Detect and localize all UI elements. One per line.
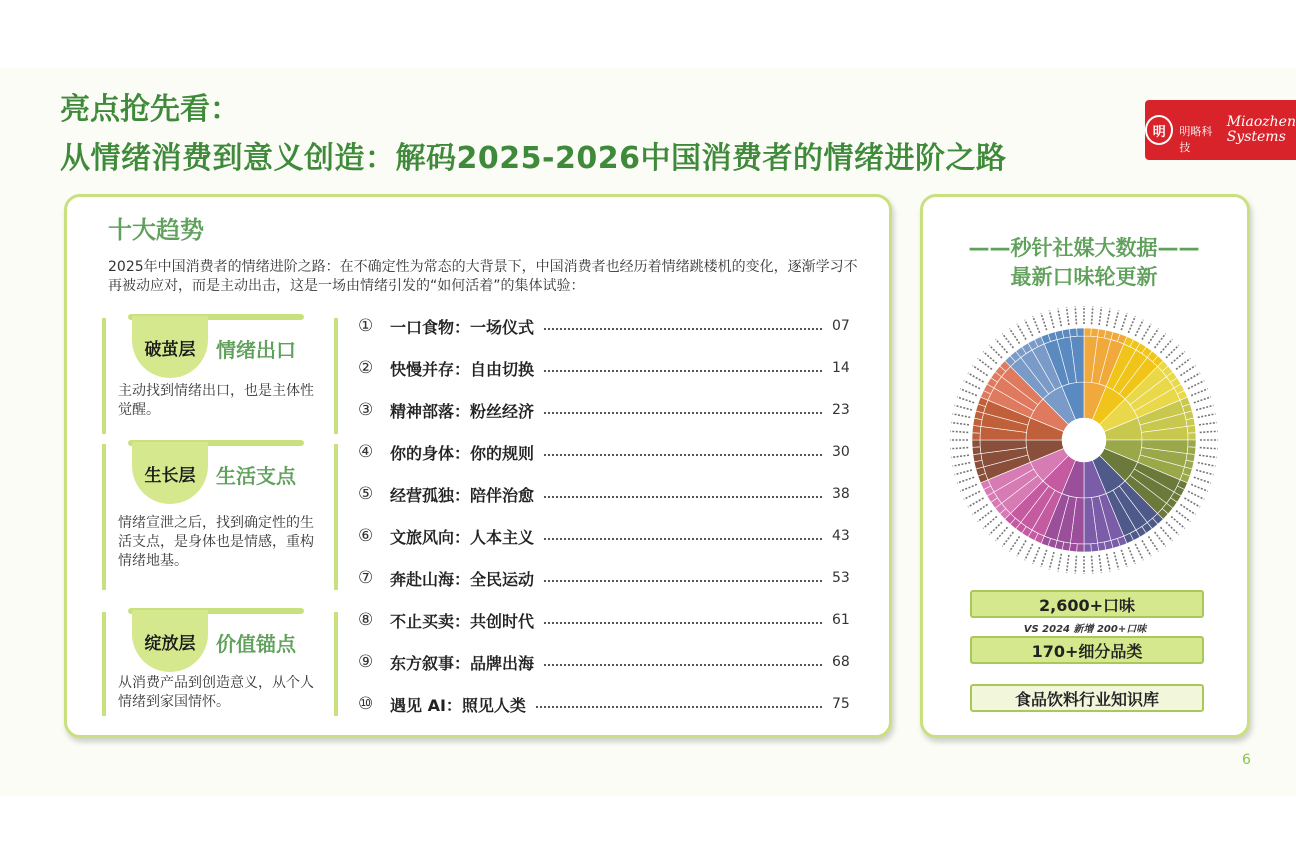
stat-flavors: 2,600+口味 bbox=[970, 590, 1204, 618]
logo-en-line2: Systems bbox=[1226, 129, 1286, 145]
trend-page: 75 bbox=[832, 696, 850, 712]
trend-label: 一口食物：一场仪式 bbox=[390, 317, 535, 337]
trends-intro: 2025年中国消费者的情绪进阶之路：在不确定性为常态的大背景下，中国消费者也经历着情绪跳楼机的变化，逐渐学习不再被动应对，而是主动出击，这是一场由情绪引发的“如何活着”的集体试验： bbox=[108, 259, 858, 294]
wheel-label-mark bbox=[968, 498, 984, 507]
dot-leader bbox=[544, 664, 822, 666]
wheel-label-mark bbox=[955, 470, 972, 475]
wheel-label-mark bbox=[989, 345, 1002, 358]
wheel-label-mark bbox=[957, 477, 974, 483]
dot-leader bbox=[544, 454, 822, 456]
trend-number: ⑤ bbox=[358, 484, 374, 504]
wheel-outer-segment bbox=[1091, 543, 1099, 552]
wheel-label-mark bbox=[1194, 477, 1211, 483]
layer-desc-1: 主动找到情绪出口，也是主体性觉醒。 bbox=[118, 383, 314, 418]
wheel-outer-segment bbox=[1062, 329, 1070, 338]
trend-item-9[interactable] bbox=[358, 650, 858, 674]
wheel-label-mark bbox=[960, 484, 977, 491]
flavor-wheel-chart bbox=[944, 300, 1224, 580]
wheel-label-mark bbox=[1099, 307, 1101, 325]
stat-knowledge-base: 食品饮料行业知识库 bbox=[970, 684, 1204, 712]
dot-leader bbox=[544, 538, 822, 540]
layer-name-2: 生活支点 bbox=[216, 464, 296, 488]
trend-item-5[interactable] bbox=[358, 482, 858, 506]
wheel-label-mark bbox=[1196, 470, 1213, 475]
logo-mark-icon: 明 bbox=[1145, 115, 1173, 145]
wheel-outer-segment bbox=[1098, 542, 1106, 551]
wheel-label-mark bbox=[1010, 536, 1020, 551]
wheel-outer-segment bbox=[1188, 433, 1196, 440]
trend-page: 07 bbox=[832, 318, 850, 334]
wheel-label-mark bbox=[968, 373, 984, 382]
trend-item-4[interactable] bbox=[358, 440, 858, 464]
wheel-label-mark bbox=[1184, 373, 1200, 382]
wheel-label-mark bbox=[1067, 555, 1069, 573]
wheel-label-mark bbox=[1171, 516, 1185, 528]
wheel-label-mark bbox=[1160, 527, 1172, 541]
wheel-label-mark bbox=[1135, 544, 1143, 560]
trend-item-6[interactable] bbox=[358, 524, 858, 548]
trend-page: 14 bbox=[832, 360, 850, 376]
trend-number: ⑧ bbox=[358, 610, 374, 630]
wheel-label-mark bbox=[1171, 352, 1185, 364]
wheel-label-mark bbox=[1128, 316, 1135, 333]
trend-label: 东方叙事：品牌出海 bbox=[390, 653, 535, 673]
dot-leader bbox=[544, 370, 822, 372]
wheel-label-mark bbox=[1092, 306, 1093, 324]
trend-item-7[interactable] bbox=[358, 566, 858, 590]
wheel-label-mark bbox=[1025, 544, 1033, 560]
wheel-outer-segment bbox=[1187, 425, 1196, 433]
wheel-label-mark bbox=[996, 527, 1008, 541]
layer-desc-2: 情绪宣泄之后，找到确定性的生活支点，是身体也是情感，重构情绪地基。 bbox=[118, 515, 314, 569]
wheel-label-mark bbox=[1160, 339, 1172, 353]
trend-label: 你的身体：你的规则 bbox=[390, 443, 535, 463]
trend-page: 23 bbox=[832, 402, 850, 418]
wheel-label-mark bbox=[1166, 522, 1179, 535]
layer-desc-3: 从消费产品到创造意义，从个人情绪到家国情怀。 bbox=[118, 675, 314, 710]
wheel-outer-segment bbox=[1186, 418, 1195, 426]
wheel-label-mark bbox=[950, 431, 968, 432]
wheel-label-mark bbox=[1198, 414, 1216, 418]
flavor-panel-title-1: ——秒针社媒大数据—— bbox=[968, 236, 1200, 260]
wheel-label-mark bbox=[1075, 306, 1076, 324]
trends-section-title: 十大趋势 bbox=[108, 216, 204, 244]
wheel-label-mark bbox=[1188, 381, 1204, 389]
trend-page: 43 bbox=[832, 528, 850, 544]
wheel-label-mark bbox=[1199, 423, 1217, 425]
trend-label: 不止买卖：共创时代 bbox=[390, 611, 535, 631]
wheel-label-mark bbox=[1191, 389, 1208, 396]
wheel-label-mark bbox=[1114, 552, 1119, 569]
trend-page: 38 bbox=[832, 486, 850, 502]
brand-logo bbox=[1145, 100, 1296, 160]
wheel-label-mark bbox=[1148, 329, 1158, 344]
wheel-label-mark bbox=[1107, 309, 1111, 327]
wheel-label-mark bbox=[1184, 498, 1200, 507]
dot-leader bbox=[544, 496, 822, 498]
dot-leader bbox=[544, 622, 822, 624]
wheel-outer-segment bbox=[1084, 328, 1091, 336]
wheel-label-mark bbox=[964, 491, 980, 499]
wheel-label-mark bbox=[1033, 547, 1040, 564]
wheel-outer-segment bbox=[972, 440, 980, 447]
dot-leader bbox=[544, 328, 822, 330]
trend-number: ⑦ bbox=[358, 568, 374, 588]
trend-number: ② bbox=[358, 358, 374, 378]
wheel-label-mark bbox=[1199, 455, 1217, 457]
wheel-outer-segment bbox=[1084, 544, 1091, 552]
wheel-outer-segment bbox=[973, 454, 982, 462]
trend-page: 68 bbox=[832, 654, 850, 670]
layer-tag-1: 破茧层 bbox=[132, 316, 208, 378]
trend-label: 精神部落：粉丝经济 bbox=[390, 401, 535, 421]
wheel-label-mark bbox=[1135, 320, 1143, 336]
wheel-label-mark bbox=[951, 423, 969, 425]
wheel-label-mark bbox=[1188, 491, 1204, 499]
wheel-label-mark bbox=[1010, 329, 1020, 344]
trend-number: ① bbox=[358, 316, 374, 336]
wheel-label-mark bbox=[1200, 448, 1218, 449]
layer-name-1: 情绪出口 bbox=[216, 338, 296, 362]
wheel-center bbox=[1062, 418, 1106, 462]
wheel-label-mark bbox=[1067, 307, 1069, 325]
wheel-outer-segment bbox=[1077, 328, 1084, 336]
wheel-label-mark bbox=[1191, 484, 1208, 491]
wheel-label-mark bbox=[1041, 313, 1047, 330]
wheel-label-mark bbox=[983, 516, 997, 528]
trend-item-1[interactable] bbox=[358, 314, 858, 338]
trend-number: ⑩ bbox=[358, 694, 374, 714]
wheel-outer-segment bbox=[972, 447, 981, 455]
wheel-label-mark bbox=[960, 389, 977, 396]
wheel-label-mark bbox=[1017, 324, 1026, 340]
page-subtitle: 亮点抢先看： bbox=[60, 92, 240, 127]
wheel-label-mark bbox=[978, 358, 992, 369]
trend-number: ⑥ bbox=[358, 526, 374, 546]
logo-cn-text: 明略科技 bbox=[1179, 125, 1213, 154]
trend-item-3[interactable] bbox=[358, 398, 858, 422]
wheel-label-mark bbox=[1155, 532, 1166, 546]
wheel-label-mark bbox=[1200, 431, 1218, 432]
layer-tag-3: 绽放层 bbox=[132, 610, 208, 672]
wheel-label-mark bbox=[1002, 334, 1013, 348]
wheel-label-mark bbox=[1107, 554, 1111, 572]
trend-label: 文旅风向：人本主义 bbox=[390, 527, 535, 547]
trend-label: 遇见 AI：照见人类 bbox=[390, 695, 526, 715]
wheel-label-mark bbox=[1142, 540, 1151, 556]
trend-page: 61 bbox=[832, 612, 850, 628]
wheel-label-mark bbox=[1148, 536, 1158, 551]
wheel-label-mark bbox=[1017, 540, 1026, 556]
wheel-label-mark bbox=[1196, 405, 1213, 410]
stat-note: VS 2024 新增 200+口味 bbox=[1023, 624, 1147, 635]
trend-number: ⑨ bbox=[358, 652, 374, 672]
wheel-label-mark bbox=[989, 522, 1002, 535]
trend-number: ③ bbox=[358, 400, 374, 420]
wheel-label-mark bbox=[1194, 397, 1211, 403]
wheel-label-mark bbox=[953, 414, 971, 418]
logo-en-line1: Miaozhen bbox=[1226, 114, 1296, 130]
layer-name-3: 价值锚点 bbox=[216, 632, 296, 656]
wheel-label-mark bbox=[996, 339, 1008, 353]
trend-page: 30 bbox=[832, 444, 850, 460]
wheel-label-mark bbox=[964, 381, 980, 389]
wheel-outer-segment bbox=[1188, 440, 1196, 447]
dot-leader bbox=[544, 580, 822, 582]
wheel-label-mark bbox=[1099, 555, 1101, 573]
wheel-label-mark bbox=[1075, 556, 1076, 574]
wheel-label-mark bbox=[1180, 366, 1195, 376]
wheel-label-mark bbox=[1049, 311, 1054, 328]
wheel-label-mark bbox=[983, 352, 997, 364]
wheel-label-mark bbox=[1058, 554, 1062, 572]
wheel-label-mark bbox=[1033, 316, 1040, 333]
wheel-label-mark bbox=[973, 366, 988, 376]
wheel-label-mark bbox=[1121, 550, 1127, 567]
wheel-outer-segment bbox=[1069, 328, 1077, 337]
wheel-label-mark bbox=[1180, 504, 1195, 514]
trend-page: 53 bbox=[832, 570, 850, 586]
trend-item-8[interactable] bbox=[358, 608, 858, 632]
wheel-label-mark bbox=[1166, 345, 1179, 358]
trend-label: 经营孤独：陪伴治愈 bbox=[390, 485, 535, 505]
wheel-label-mark bbox=[1121, 313, 1127, 330]
wheel-outer-segment bbox=[972, 433, 980, 440]
wheel-label-mark bbox=[1092, 556, 1093, 574]
trend-label: 快慢并存：自由切换 bbox=[390, 359, 535, 379]
wheel-label-mark bbox=[1176, 511, 1190, 522]
logo-en-block bbox=[1227, 115, 1296, 145]
wheel-label-mark bbox=[1049, 552, 1054, 569]
trend-item-2[interactable] bbox=[358, 356, 858, 380]
layer-tag-2: 生长层 bbox=[132, 442, 208, 504]
wheel-label-mark bbox=[955, 405, 972, 410]
wheel-label-mark bbox=[973, 504, 988, 514]
dot-leader bbox=[544, 412, 822, 414]
wheel-label-mark bbox=[1114, 311, 1119, 328]
page-title: 从情绪消费到意义创造：解码2025-2026中国消费者的情绪进阶之路 bbox=[60, 141, 1007, 176]
dot-leader bbox=[536, 706, 822, 708]
trend-item-10[interactable] bbox=[358, 692, 858, 716]
wheel-label-mark bbox=[957, 397, 974, 403]
wheel-label-mark bbox=[1058, 309, 1062, 327]
wheel-label-mark bbox=[951, 455, 969, 457]
wheel-label-mark bbox=[1198, 463, 1216, 467]
wheel-label-mark bbox=[1041, 550, 1047, 567]
wheel-label-mark bbox=[978, 511, 992, 522]
wheel-label-mark bbox=[950, 448, 968, 449]
wheel-label-mark bbox=[1155, 334, 1166, 348]
wheel-label-mark bbox=[1025, 320, 1033, 336]
flavor-panel-title-2: 最新口味轮更新 bbox=[1010, 265, 1158, 289]
page-number: 6 bbox=[1242, 752, 1251, 768]
trend-label: 奔赴山海：全民运动 bbox=[390, 569, 535, 589]
wheel-label-mark bbox=[1128, 547, 1135, 564]
stat-categories: 170+细分品类 bbox=[970, 636, 1204, 664]
wheel-label-mark bbox=[1002, 532, 1013, 546]
wheel-label-mark bbox=[1142, 324, 1151, 340]
wheel-label-mark bbox=[953, 463, 971, 467]
wheel-outer-segment bbox=[1077, 544, 1084, 552]
wheel-label-mark bbox=[1176, 358, 1190, 369]
trend-number: ④ bbox=[358, 442, 374, 462]
